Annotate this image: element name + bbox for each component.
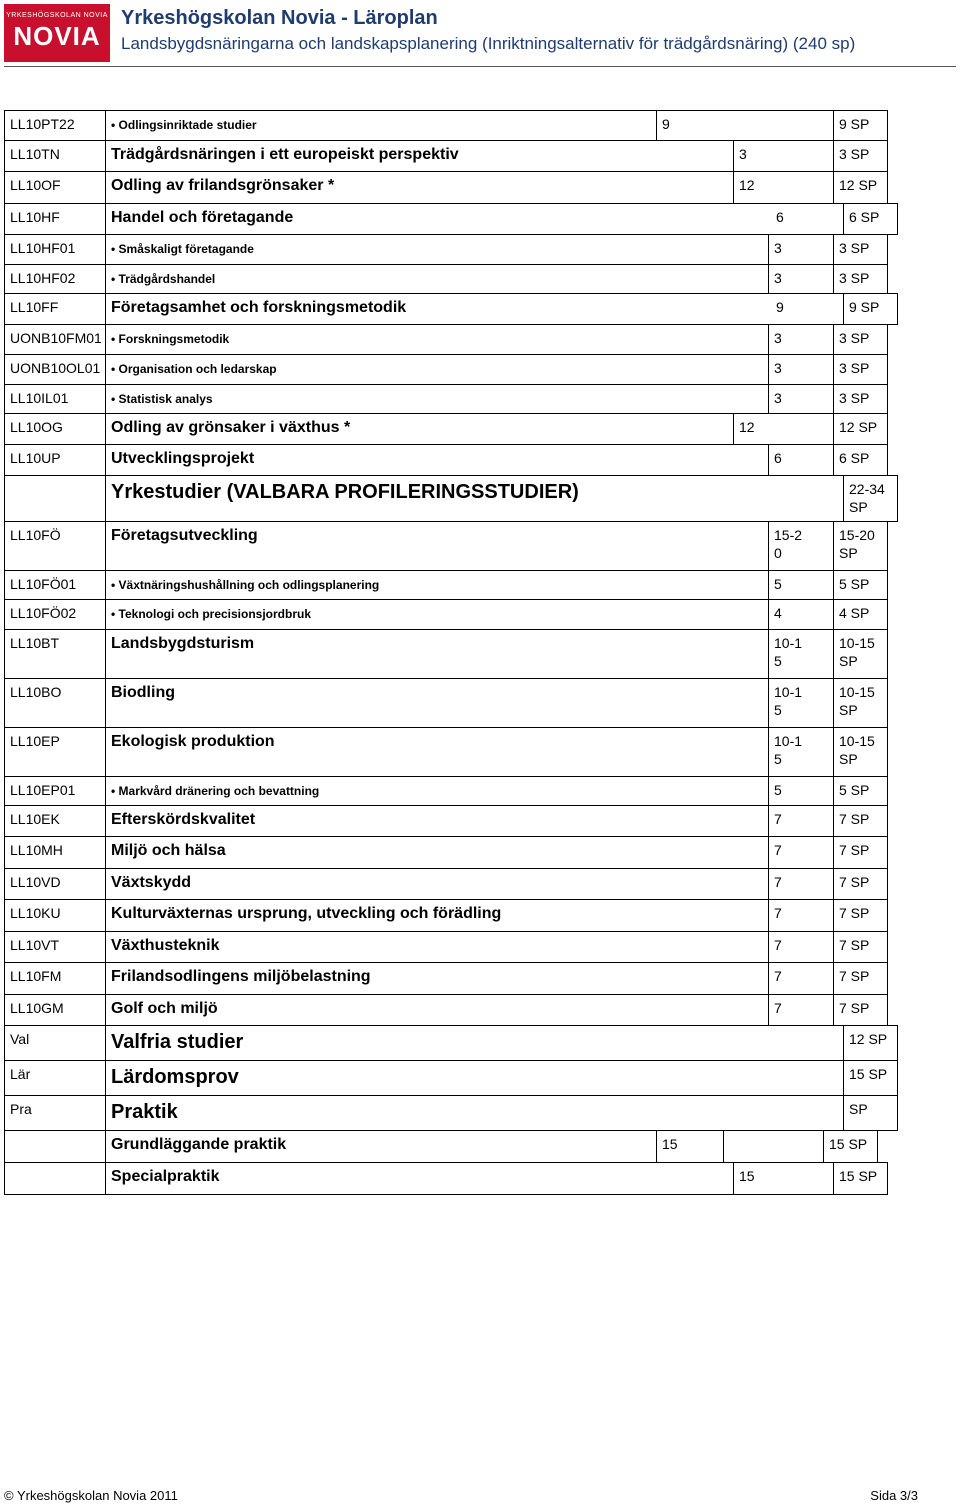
- course-name: [105, 413, 734, 445]
- course-code: LL10GM: [4, 994, 106, 1026]
- course-name-text: Frilandsodlingens miljöbelastning: [111, 968, 371, 985]
- course-sp: 6 SP: [833, 444, 888, 476]
- table-row: [4, 110, 928, 140]
- course-code: [4, 1130, 106, 1163]
- course-credits-number: 9: [656, 110, 834, 141]
- course-name-text: Lärdomsprov: [111, 1066, 239, 1088]
- logo-big-text: NOVIA: [13, 21, 101, 51]
- course-name-text: Efterskördskvalitet: [111, 811, 256, 828]
- course-sp: 3 SP: [833, 384, 888, 414]
- course-code: LL10FF: [4, 293, 106, 325]
- table-row: [4, 171, 928, 203]
- course-name-text: Miljö och hälsa: [111, 842, 226, 859]
- course-name-text: • Organisation och ledarskap: [111, 362, 277, 376]
- course-name-text: Kulturväxternas ursprung, utveckling och förädling: [111, 905, 502, 922]
- course-sp: 7 SP: [833, 805, 888, 837]
- course-name: [105, 110, 657, 141]
- course-sp: 7 SP: [833, 962, 888, 995]
- course-credits-number: 7: [768, 899, 834, 932]
- course-name: [105, 931, 769, 963]
- course-name-text: Utvecklingsprojekt: [111, 450, 255, 467]
- course-code: LL10HF02: [4, 264, 106, 294]
- course-code: LL10BO: [4, 678, 106, 728]
- course-code: LL10TN: [4, 140, 106, 172]
- course-name-text: Ekologisk produktion: [111, 733, 275, 750]
- course-credits-number: 15: [733, 1162, 834, 1195]
- table-row: [4, 1025, 928, 1060]
- page-subtitle: Landsbygdsnäringarna och landskapsplanering (Inriktningsalternativ för trädgårdsnäring) (240 sp): [121, 34, 856, 53]
- course-name: [105, 868, 769, 900]
- table-row: [4, 521, 928, 570]
- course-code: Pra: [4, 1095, 106, 1131]
- course-sp: 9 SP: [833, 110, 888, 141]
- course-credits-number: 6: [776, 209, 784, 225]
- table-row: [4, 931, 928, 962]
- course-sp: 7 SP: [833, 931, 888, 963]
- table-row: [4, 234, 928, 264]
- table-row: [4, 629, 928, 678]
- course-name-text: Valfria studier: [111, 1031, 244, 1053]
- course-code: UONB10FM01: [4, 324, 106, 355]
- course-name-text: Praktik: [111, 1101, 178, 1123]
- table-row: [4, 264, 928, 293]
- course-code: LL10EK: [4, 805, 106, 837]
- course-code: LL10KU: [4, 899, 106, 932]
- course-name-text: Specialpraktik: [111, 1168, 220, 1185]
- course-sp: 6 SP: [843, 203, 898, 235]
- table-row: [4, 1130, 928, 1162]
- course-credits-number: 3: [768, 354, 834, 385]
- course-sp: 4 SP: [833, 599, 888, 630]
- table-row: [4, 776, 928, 805]
- course-sp: 9 SP: [843, 293, 898, 325]
- course-name-text: Företagsamhet och forskningsmetodik: [111, 299, 407, 316]
- course-name: [105, 1025, 844, 1061]
- course-code: LL10FÖ: [4, 521, 106, 571]
- course-code: LL10HF: [4, 203, 106, 235]
- page-header: [0, 0, 960, 70]
- course-name: [105, 962, 769, 995]
- course-name-text: Trädgårdsnäringen i ett europeiskt perspektiv: [111, 146, 459, 163]
- course-credits-number: 7: [768, 962, 834, 995]
- course-sp: 7 SP: [833, 994, 888, 1026]
- course-name-text: Odling av grönsaker i växthus *: [111, 419, 351, 436]
- course-sp: 3 SP: [833, 354, 888, 385]
- course-name: [105, 521, 769, 571]
- page-title: Yrkeshögskolan Novia - Läroplan: [121, 7, 438, 29]
- course-sp: 7 SP: [833, 868, 888, 900]
- course-table: [4, 110, 928, 1194]
- course-code: [4, 475, 106, 522]
- course-credits-number: 7: [768, 805, 834, 837]
- table-row: [4, 1060, 928, 1095]
- table-row: [4, 899, 928, 931]
- course-name: [105, 994, 769, 1026]
- course-sp: 3 SP: [833, 264, 888, 294]
- course-sp: 12 SP: [833, 413, 888, 445]
- course-name: [105, 678, 769, 728]
- header-divider: [4, 66, 956, 67]
- course-name-text: • Forskningsmetodik: [111, 332, 229, 346]
- table-row: [4, 384, 928, 413]
- course-credits-number: 7: [768, 868, 834, 900]
- course-credits-number: 7: [768, 931, 834, 963]
- course-name-text: • Växtnäringshushållning och odlingsplanering: [111, 578, 379, 592]
- table-row: [4, 293, 928, 324]
- table-row: [4, 805, 928, 836]
- table-row: [4, 836, 928, 868]
- course-code: LL10IL01: [4, 384, 106, 414]
- course-name: [105, 570, 769, 600]
- course-credits-number: 4: [768, 599, 834, 630]
- table-row: [4, 140, 928, 171]
- course-name: [105, 384, 769, 414]
- course-code: [4, 1162, 106, 1195]
- course-credits-number: 6: [768, 444, 834, 476]
- course-name: [105, 599, 769, 630]
- course-code: LL10EP01: [4, 776, 106, 806]
- course-name: [105, 727, 769, 777]
- footer-page-number: Sida 3/3: [870, 1488, 918, 1503]
- course-name: [105, 264, 769, 294]
- table-row: [4, 354, 928, 384]
- course-code: LL10PT22: [4, 110, 106, 141]
- table-row: [4, 868, 928, 899]
- course-name-text: Yrkestudier (VALBARA PROFILERINGSSTUDIER): [111, 481, 579, 503]
- course-code: LL10FM: [4, 962, 106, 995]
- course-code: LL10MH: [4, 836, 106, 869]
- table-row: [4, 203, 928, 234]
- logo-small-text: YRKESHÖGSKOLAN NOVIA: [6, 12, 108, 19]
- course-credits-number: 10-1 5: [768, 629, 834, 679]
- course-sp: 15-20 SP: [833, 521, 888, 571]
- course-credits-number: 15-2 0: [768, 521, 834, 571]
- course-name: [105, 836, 769, 869]
- course-name: [105, 140, 734, 172]
- course-name-text: • Markvård dränering och bevattning: [111, 784, 319, 798]
- course-code: LL10OG: [4, 413, 106, 445]
- course-credits-number: 3: [768, 324, 834, 355]
- course-sp: 7 SP: [833, 899, 888, 932]
- course-name-text: Växthusteknik: [111, 937, 220, 954]
- table-row: [4, 1162, 928, 1194]
- course-name: [105, 899, 769, 932]
- course-name-text: Odling av frilandsgrönsaker *: [111, 177, 335, 194]
- table-row: [4, 475, 928, 521]
- course-credits-number: 15: [656, 1130, 724, 1163]
- course-name-text: • Småskaligt företagande: [111, 242, 254, 256]
- course-credits-number: 5: [768, 776, 834, 806]
- course-credits-number: 3: [768, 264, 834, 294]
- course-code: LL10FÖ02: [4, 599, 106, 630]
- course-name-text: • Odlingsinriktade studier: [111, 118, 257, 132]
- course-sp: 5 SP: [833, 570, 888, 600]
- table-row: [4, 962, 928, 994]
- course-credits-number: 5: [768, 570, 834, 600]
- course-name-text: Golf och miljö: [111, 1000, 218, 1017]
- course-name: [105, 776, 769, 806]
- table-row: [4, 727, 928, 776]
- course-code: Lär: [4, 1060, 106, 1096]
- table-row: [4, 324, 928, 354]
- course-name: [105, 324, 769, 355]
- table-row: [4, 444, 928, 475]
- course-name-text: • Trädgårdshandel: [111, 272, 215, 286]
- course-name: [105, 1060, 844, 1096]
- course-name: [105, 1095, 844, 1131]
- course-sp: 22-34 SP: [843, 475, 898, 522]
- course-credits-number: 3: [768, 234, 834, 265]
- course-sp: 5 SP: [833, 776, 888, 806]
- course-code: Val: [4, 1025, 106, 1061]
- course-sp: 15 SP: [843, 1060, 898, 1096]
- course-credits-number: 3: [768, 384, 834, 414]
- course-code: LL10UP: [4, 444, 106, 476]
- course-name: [105, 293, 844, 325]
- course-name-text: Företagsutveckling: [111, 527, 258, 544]
- course-name: [105, 203, 844, 235]
- course-code: LL10EP: [4, 727, 106, 777]
- course-sp: 10-15 SP: [833, 727, 888, 777]
- course-sp: 10-15 SP: [833, 629, 888, 679]
- course-name: [105, 234, 769, 265]
- course-credits-number: 7: [768, 836, 834, 869]
- course-sp: 10-15 SP: [833, 678, 888, 728]
- course-sp: SP: [843, 1095, 898, 1131]
- course-credits-number: 12: [733, 413, 834, 445]
- course-sp: 15 SP: [833, 1162, 888, 1195]
- course-name: [105, 475, 844, 522]
- course-name: [105, 629, 769, 679]
- course-sp: 3 SP: [833, 234, 888, 265]
- course-name-text: Biodling: [111, 684, 175, 701]
- course-credits-number: 9: [776, 299, 784, 315]
- course-name-text: Handel och företagande: [111, 209, 294, 226]
- course-name-text: Landsbygdsturism: [111, 635, 255, 652]
- table-row: [4, 599, 928, 629]
- course-code: LL10VD: [4, 868, 106, 900]
- course-code: LL10VT: [4, 931, 106, 963]
- course-credits-number: 10-1 5: [768, 678, 834, 728]
- course-name-text: Grundläggande praktik: [111, 1136, 287, 1153]
- course-name-text: • Teknologi och precisionsjordbruk: [111, 607, 311, 621]
- course-credits-number: 12: [733, 171, 834, 204]
- footer-copyright: © Yrkeshögskolan Novia 2011: [4, 1488, 178, 1503]
- course-sp: 12 SP: [843, 1025, 898, 1061]
- course-credits-number: 10-1 5: [768, 727, 834, 777]
- course-sp: 7 SP: [833, 836, 888, 869]
- course-credits-number: 3: [733, 140, 834, 172]
- table-row: [4, 678, 928, 727]
- course-name: [105, 805, 769, 837]
- table-row: [4, 413, 928, 444]
- course-name-text: • Statistisk analys: [111, 392, 213, 406]
- course-name: [105, 354, 769, 385]
- course-code: LL10OF: [4, 171, 106, 204]
- course-code: LL10HF01: [4, 234, 106, 265]
- course-sp: 3 SP: [833, 324, 888, 355]
- course-credits-number: 7: [768, 994, 834, 1026]
- novia-logo: [4, 4, 110, 62]
- course-name: [105, 444, 769, 476]
- course-name: [105, 1130, 657, 1163]
- course-code: UONB10OL01: [4, 354, 106, 385]
- course-name-text: Växtskydd: [111, 874, 192, 891]
- course-code: LL10BT: [4, 629, 106, 679]
- table-row: [4, 994, 928, 1025]
- course-sp: 15 SP: [823, 1130, 878, 1163]
- course-name: [105, 171, 734, 204]
- course-name: [105, 1162, 734, 1195]
- table-row: [4, 1095, 928, 1130]
- course-sp: 12 SP: [833, 171, 888, 204]
- course-sp: 3 SP: [833, 140, 888, 172]
- empty-cell: [723, 1130, 824, 1163]
- table-row: [4, 570, 928, 599]
- course-code: LL10FÖ01: [4, 570, 106, 600]
